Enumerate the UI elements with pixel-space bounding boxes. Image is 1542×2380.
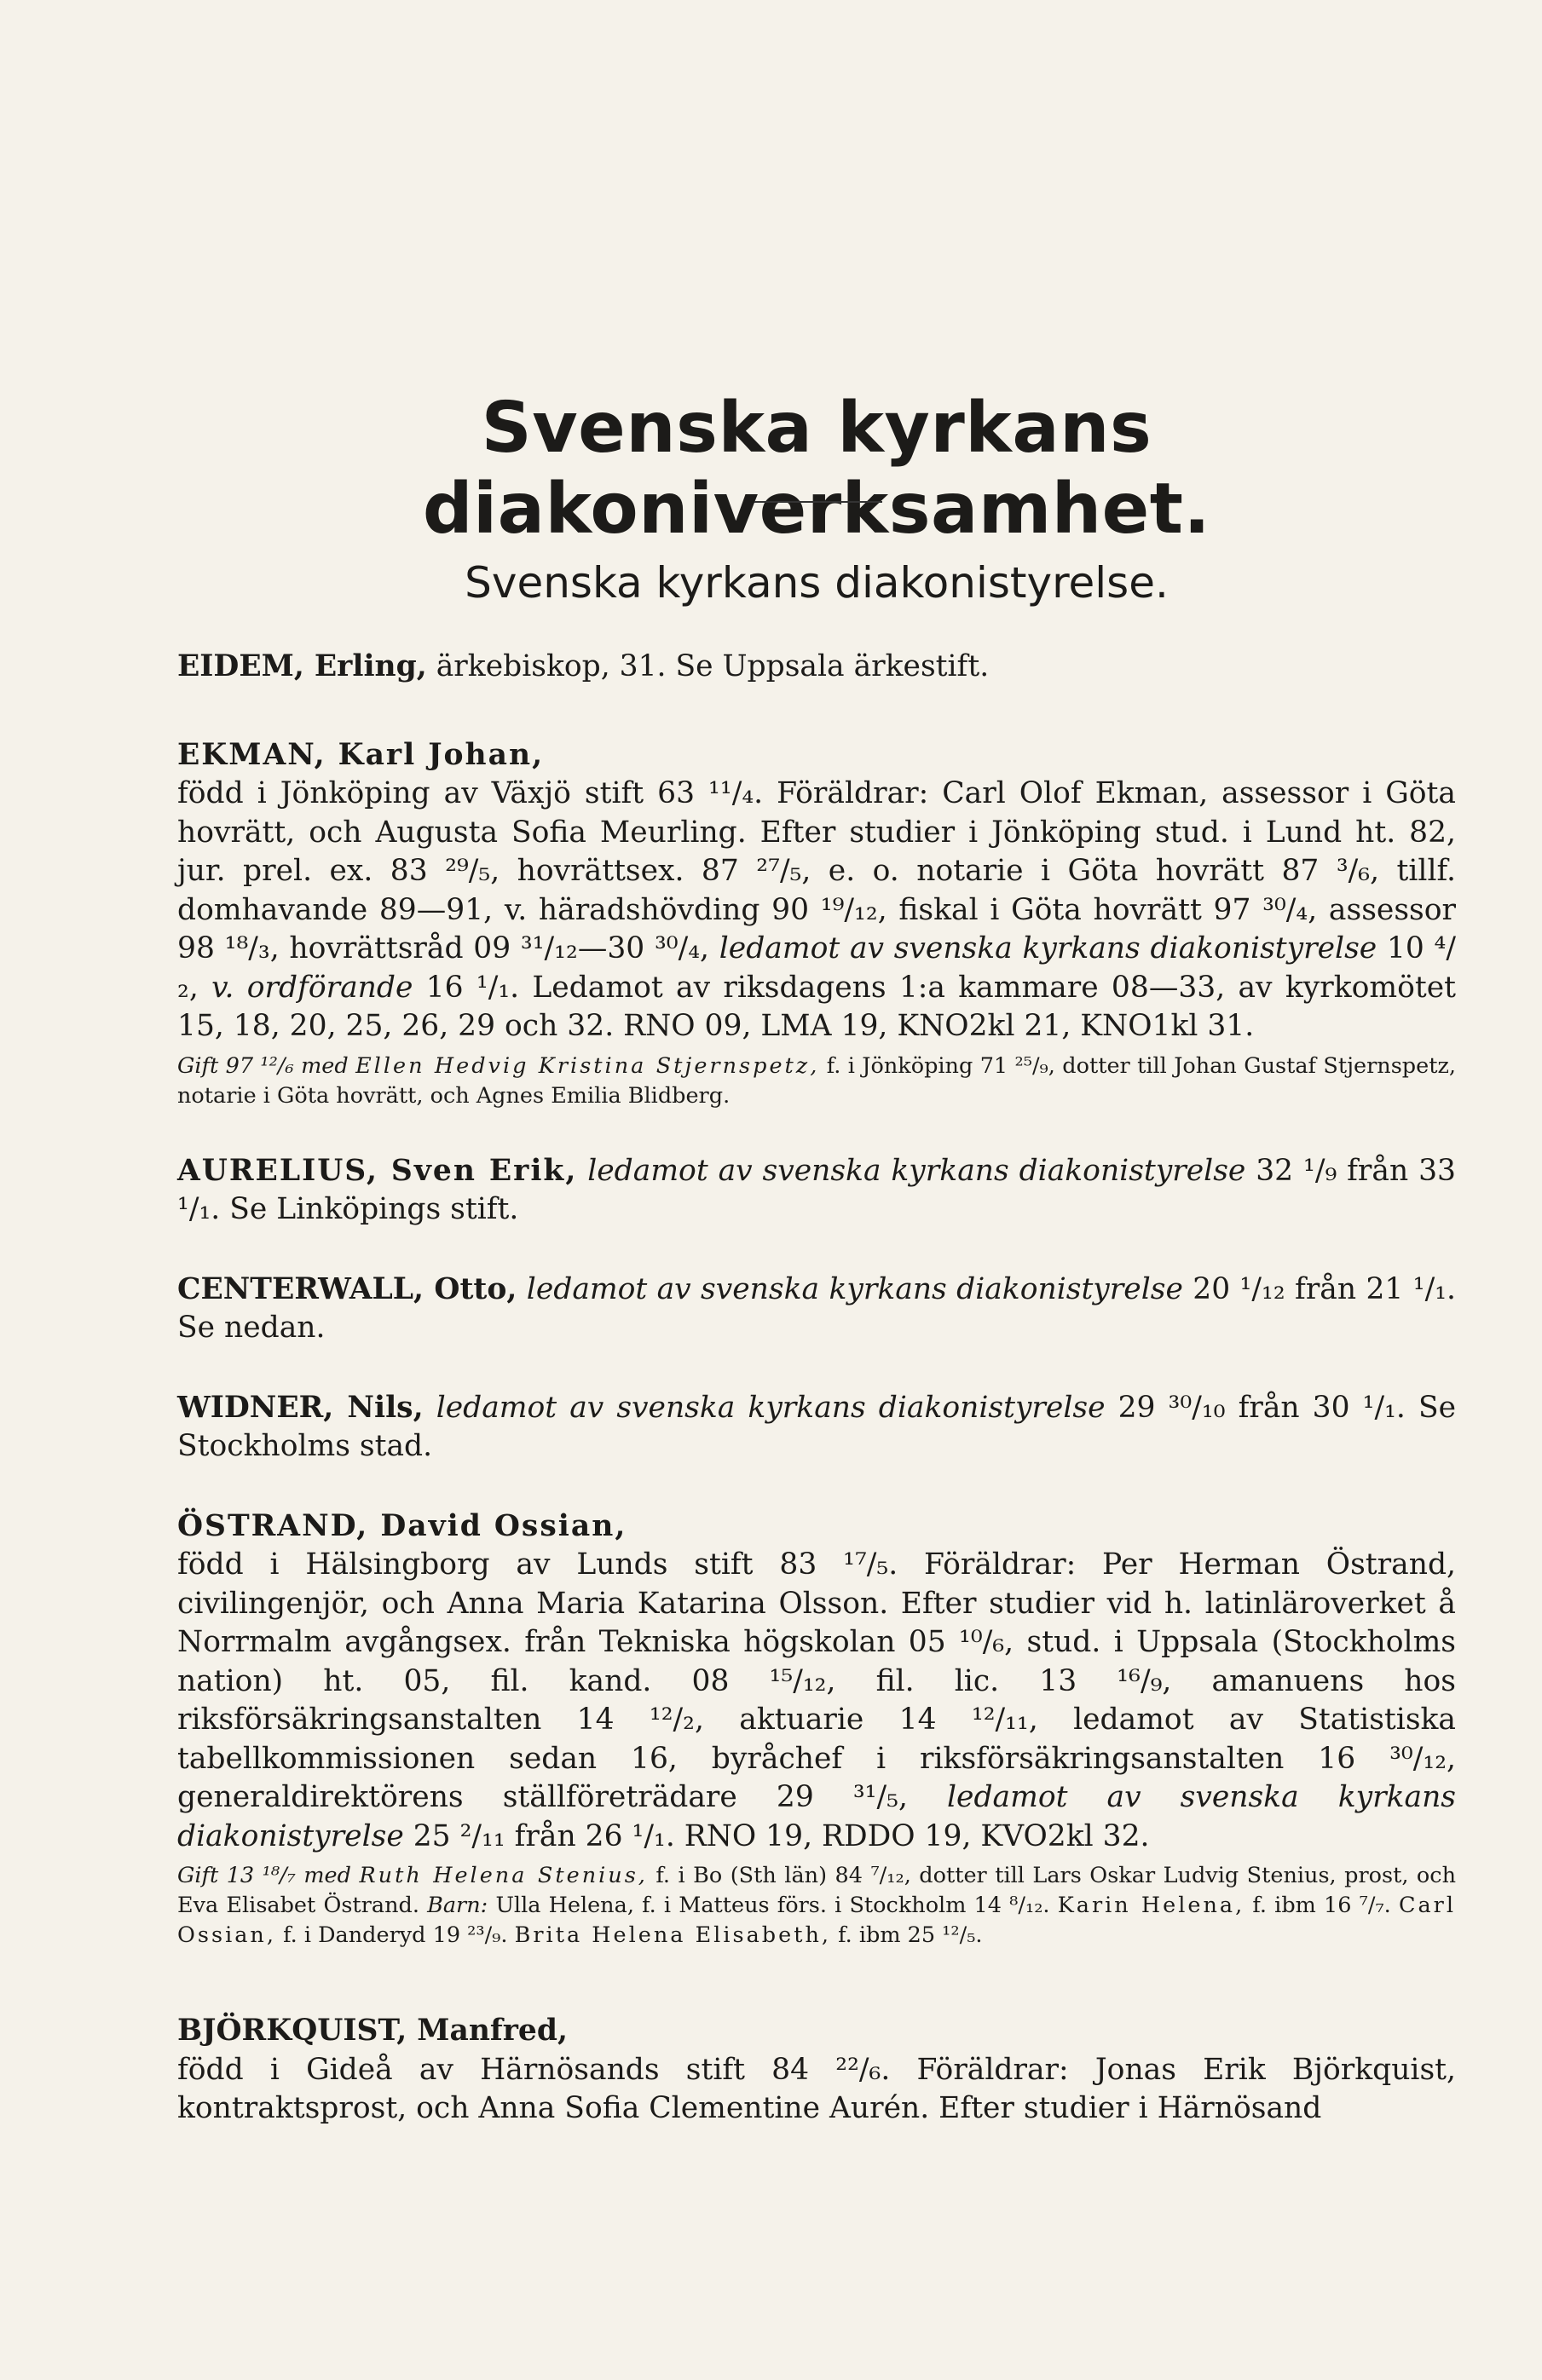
entry-body [177, 2051, 1456, 2129]
child-name: Carl Ossian, [177, 1893, 1457, 1948]
gift-text: f. ibm 25 ¹²/₅. [838, 1922, 983, 1948]
entry-text: 32 ¹/₉ från 33 ¹/₁. Se Linköpings stift. [177, 1153, 1457, 1226]
entry-bjorkquist [177, 2012, 1456, 2129]
entry-role: ledamot av svenska kyrkans diakonistyrelse [436, 1390, 1106, 1425]
entry-name: CENTERWALL, Otto, [177, 1271, 517, 1306]
entry-ekman [177, 736, 1456, 1111]
gift-text: Gift 13 ¹⁸/₇ med [177, 1863, 351, 1888]
entry-name: AURELIUS, Sven Erik, [177, 1153, 578, 1188]
entry-name: BJÖRKQUIST, Manfred, [177, 2014, 569, 2048]
child-name: Brita Helena Elisabeth, [514, 1922, 831, 1948]
entry-text: född i Gideå av Härnösands stift 84 ²²/₆. Föräldrar: Jonas Erik Björkquist, kontraktsprost, och Anna Sofia Clementine Aurén. Efter studier i Härnösand [177, 2052, 1456, 2125]
entry-body [177, 775, 1456, 1046]
entry-role: ledamot av svenska kyrkans diakonistyrelse [719, 931, 1377, 965]
entry-name: EIDEM, Erling, [177, 649, 427, 683]
entry-text: ärkebiskop, 31. Se Uppsala ärkestift. [436, 649, 990, 683]
section-title: Svenska kyrkans diakonistyrelse. [465, 558, 1169, 608]
entry-text: 25 ²/₁₁ från 26 ¹/₁. RNO 19, RDDO 19, KVO2kl 32. [413, 1818, 1150, 1853]
gift-text: Ulla Helena, f. i Matteus förs. i Stockholm 14 ⁸/₁₂. [495, 1893, 1050, 1918]
gift-text: f. i Bo (Sth län) 84 ⁷/₁₂, dotter till Lars Oskar Ludvig Stenius, prost, och Eva Elisabet Östrand. [177, 1863, 1456, 1918]
entry-role: ledamot av svenska kyrkans diakonistyrelse [587, 1153, 1246, 1188]
entry-text: född i Hälsingborg av Lunds stift 83 ¹⁷/₅. Föräldrar: Per Herman Östrand, civilingenjör, och Anna Maria Katarina Olsson. Efter studier vid h. latinläroverket å Norrmalm avgångsex. från Tekniska högskolan 05 ¹⁰/₆, stud. i Uppsala (Stockholms nation) ht. 05, fil. kand. 08 ¹⁵/₁₂, fil. lic. 13 ¹⁶/₉, amanuens hos riksförsäkringsanstalten 14 ¹²/₂, aktuarie 14 ¹²/₁₁, ledamot av Statistiska tabellkommissionen sedan 16, byråchef i riksförsäkringsanstalten 16 ³⁰/₁₂, generaldirektörens ställföreträdare 29 ³¹/₅, [177, 1547, 1456, 1814]
title-divider [754, 501, 882, 503]
entry-list [177, 648, 1456, 2129]
entry-text: 29 ³⁰/₁₀ från 30 ¹/₁. Se Stockholms stad. [177, 1390, 1457, 1463]
entry-text: 20 ¹/₁₂ från 21 ¹/₁. Se nedan. [177, 1271, 1457, 1345]
page-title: Svenska kyrkans diakoniverksamhet. [422, 388, 1211, 550]
entry-widner [177, 1389, 1456, 1467]
entry-role: ledamot av svenska kyrkans diakonistyrelse [526, 1271, 1183, 1306]
entry-ostrand [177, 1507, 1456, 1951]
gift-text: f. ibm 16 ⁷/₇. [1252, 1893, 1391, 1918]
children-label: Barn: [427, 1893, 488, 1918]
entry-role: v. ordförande [211, 970, 413, 1005]
spouse-name: Ellen Hedvig Kristina Stjernspetz, [355, 1052, 820, 1079]
spouse-name: Ruth Helena Stenius, [359, 1863, 648, 1888]
gift-text: Gift 97 ¹²/₆ med [177, 1052, 349, 1079]
entry-text: 10 ⁴/₂, [177, 931, 1457, 1005]
entry-body [177, 1546, 1456, 1856]
entry-centerwall [177, 1271, 1456, 1348]
entry-eidem [177, 648, 1456, 687]
entry-role: ledamot av svenska kyrkans diakonistyrelse [177, 1780, 1456, 1853]
entry-text: 16 ¹/₁. Ledamot av riksdagens 1:a kammare 08—33, av kyrkomötet 15, 18, 20, 25, 26, 29 och 32. RNO 09, LMA 19, KNO2kl 21, KNO1kl 31. [177, 970, 1457, 1043]
entry-name: ÖSTRAND, David Ossian, [177, 1508, 627, 1543]
marriage-note [177, 1861, 1456, 1951]
entry-text: född i Jönköping av Växjö stift 63 ¹¹/₄. Föräldrar: Carl Olof Ekman, assessor i Göta hovrätt, och Augusta Sofia Meurling. Efter studier i Jönköping stud. i Lund ht. 82, jur. prel. ex. 83 ²⁹/₅, hovrättsex. 87 ²⁷/₅, e. o. notarie i Göta hovrätt 87 ³/₆, tillf. domhavande 89—91, v. häradshövding 90 ¹⁹/₁₂, fiskal i Göta hovrätt 97 ³⁰/₄, assessor 98 ¹⁸/₃, hovrättsråd 09 ³¹/₁₂—30 ³⁰/₄, [177, 776, 1456, 965]
entry-name: WIDNER, Nils, [177, 1390, 424, 1425]
entry-name: EKMAN, Karl Johan, [177, 737, 545, 772]
child-name: Karin Helena, [1057, 1893, 1245, 1918]
gift-text: f. i Danderyd 19 ²³/₉. [283, 1922, 508, 1948]
marriage-note [177, 1052, 1456, 1111]
gift-text: f. i Jönköping 71 ²⁵/₉, dotter till Johan Gustaf Stjernspetz, notarie i Göta hovrätt, och Agnes Emilia Blidberg. [177, 1052, 1456, 1109]
entry-aurelius [177, 1152, 1456, 1230]
